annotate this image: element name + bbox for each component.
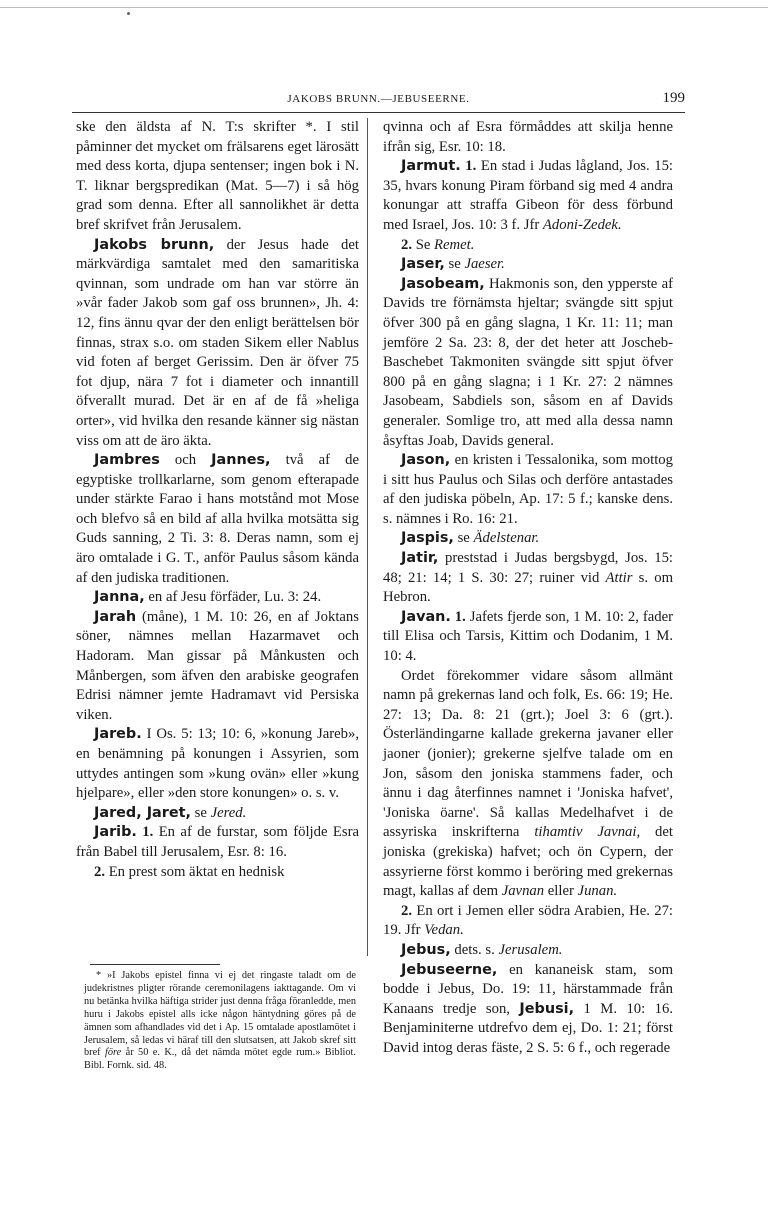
headword: Jakobs brunn,	[94, 236, 215, 253]
headword: Jaspis,	[401, 530, 454, 547]
entry-jambres-jannes: Jambres och Jannes, två af de egyptiske trollkarlarne, som genom efterapade under stärkte Farao i hans motstånd mot Mose och blefvo så en bild af alla hvilka motsätta sig Guds sanning, 2 Ti. 3: 8. Deras namn, som ej äro omtalade i G. T., anför Paulus såsom kända af den judiska traditionen.	[76, 452, 359, 586]
entry-jatir: Jatir, preststad i Judas bergsbygd, Jos. 15: 48; 21: 14; 1 S. 30: 27; ruiner vid Attir s. om Hebron.	[383, 550, 673, 606]
entry-jarmut: Jarmut. 1. En stad i Judas lågland, Jos. 15: 35, hvars konung Piram förband sig med 4 andra konungar att straffa Gibeon för dess förbund med Israel, Jos. 10: 3 f. Jfr Adoni-Zedek.	[383, 158, 674, 233]
cross-reference: Jered.	[210, 804, 247, 821]
entry-jarah: Jarah (måne), 1 M. 10: 26, en af Joktans söner, nämnes mellan Hazarmavet och Hadoram. Man gissar på Månkusten och Månbergen, som äfven den arabiske geografen Edrisi nämner jemte Hadramavt vid Persiska viken.	[76, 608, 359, 723]
headword: Jebusi,	[519, 1000, 575, 1017]
left-column	[76, 118, 359, 882]
entry-continuation: ske den äldsta af N. T:s skrifter *. I stil påminner det mycket om frälsarens eget lärosätt med dess korta, djupa sentenser; ingen bok i N. T. liknar bergspredikan (Mat. 5—7) i så hög grad som denna. Efter all sannolikhet är detta bref skrifvet från Jerusalem.	[76, 119, 359, 233]
entry-jaser: Jaser, se Jaeser.	[401, 256, 505, 273]
headword: Janna,	[94, 589, 145, 606]
entry-jared: Jared, Jaret, se Jered.	[94, 804, 247, 821]
headword: Jambres	[94, 452, 160, 469]
entry-jaspis: Jaspis, se Ädelstenar.	[401, 530, 540, 547]
entry-jareb: Jareb. I Os. 5: 13; 10: 6, »konung Jareb», en benämning på konungen i Assyrien, som uttydes antingen som »kung ovän» eller »kung hjelpare», eller »den store konungen» o. s. v.	[76, 726, 359, 802]
ink-speck	[127, 12, 130, 15]
entry-javan-2: 2. En ort i Jemen eller södra Arabien, He. 27: 19. Jfr Vedan.	[383, 902, 673, 939]
entry-janna: Janna, en af Jesu förfäder, Lu. 3: 24.	[94, 589, 322, 606]
headword: Jarmut.	[401, 158, 461, 175]
entry-javan: Javan. 1. Jafets fjerde son, 1 M. 10: 2, fader till Elisa och Tarsis, Kittim och Dodanim, 1 M. 10: 4.	[383, 608, 674, 665]
column-divider	[367, 118, 368, 956]
cross-reference: Jerusalem.	[498, 941, 563, 958]
headword: Jatir,	[401, 550, 439, 567]
headword: Jarah	[94, 608, 137, 625]
entry-jebuseerne: Jebuseerne, en kananeisk stam, som bodde i Jebus, Do. 19: 11, härstammade från Kanaans tredje son, Jebusi, 1 M. 10: 16. Benjaminiterne utdrefvo dem ej, Do. 1: 21; först David intog deras fäste, 2 S. 5: 6 f., och regerade	[383, 961, 674, 1056]
running-title: JAKOBS BRUNN.—JEBUSEERNE.	[287, 93, 470, 105]
entry-jarib-2: 2. En prest som äktat en hednisk	[94, 863, 285, 880]
entry-jakobs-brunn: Jakobs brunn, der Jesus hade det märkvärdiga samtalet med den samaritiska qvinnan, som undrade om han var större än »vår fader Jakob som gaf oss brunnen», Jh. 4: 12, fins ännu qvar der den enligt berättelsen bör finnas, strax s.o. om staden Sikem eller Nablus vid foten af berget Gerissim. Den är öfver 75 fot djup, nära 7 fot i diameter och innantill öfverallt murad. Det är en af de få »heliga orter», vid hvilka den resande känner sig nästan viss om att de äro äkta.	[76, 236, 359, 449]
headword: Jarib.	[94, 824, 137, 841]
entry-jason: Jason, en kristen i Tessalonika, som mottog i sitt hus Paulus och Silas och derföre antastades af den judiska pöbeln, Ap. 17: 5 f.; kanske dens. s. nämnes i Ro. 16: 21.	[383, 452, 673, 527]
cross-reference: Jaeser.	[464, 256, 505, 273]
headword: Jannes,	[211, 452, 271, 469]
footnote-rule	[90, 964, 220, 965]
headword: Jebus,	[401, 941, 451, 958]
footnote: * »I Jakobs epistel finna vi ej det ringaste taladt om de judekristnes pligter rörande ceremonilagens iakttagande. Om vi nu betänka hvilka häftiga strider just denna fråga föranledde, men huru i Jakobs epistel alls icke någon häntydning göres på de ämnen som afhandlades vid det i Ap. 15 omtalade apostlamötet i Jerusalem, så ledas vi häraf till den slutsatsen, att Jakob skref sitt bref före år 50 e. K., då det nämda mötet egde rum.» Bibliot. Bibl. Fornk. sid. 48.	[84, 970, 356, 1072]
cross-reference: Adoni-Zedek.	[542, 216, 622, 233]
entry-continuation: qvinna och af Esra förmåddes att skilja henne ifrån sig, Esr. 10: 18.	[383, 119, 673, 155]
entry-jarib: Jarib. 1. En af de furstar, som följde Esra från Babel till Jerusalem, Esr. 8: 16.	[76, 824, 359, 860]
page-number: 199	[662, 90, 685, 106]
entry-jasobeam: Jasobeam, Hakmonis son, den ypperste af Davids tre förnämsta hjeltar; svängde sitt spjut öfver 300 på en gång slagna, 1 Kr. 11: 11; man jemföre 2 Sa. 23: 8, der det heter att Joscheb-Baschebet Takmoniten svängde sitt spjut öfver 800 på en gång slagna; i 1 Kr. 27: 2 nämnes Jasobeam, Sabdiels son, såsom en af Davids generaler. Somlige tro, att med alla dessa namn åsyftas Joab, Davids general.	[383, 275, 673, 449]
headword: Javan.	[401, 608, 451, 625]
headword: Jasobeam,	[401, 275, 485, 292]
header-rule	[72, 112, 685, 113]
headword: Jared, Jaret,	[94, 804, 191, 821]
entry-jebus: Jebus, dets. s. Jerusalem.	[401, 941, 563, 958]
right-column	[383, 118, 673, 1059]
entry-javan-text: Ordet förekommer vidare såsom allmänt namn på grekernas land och folk, Es. 66: 19; He. 27: 13; Da. 8: 21 (grt.); Joel 3: 6 (grt.). Österländingarne kallade grekerna javaner eller jaoner (jonier); grekerne sjelfve talade om en Jon, såsom den joniska stammens fader, och ännu i dag återfinnes namnet i 'Joniska hafvet', 'Joniska öarne'. Så kallas Medelhafvet i de assyriska inskrifterna tihamtiv Javnai, det joniska (grekiska) hafvet; och ön Cypern, der assyrierne först kommo i beröring med grekernas magt, kallas af dem Javnan eller Junan.	[383, 667, 673, 900]
headword: Jaser,	[401, 256, 445, 273]
top-edge-rule	[0, 7, 768, 8]
entry-jarmut-2: 2. Se Remet.	[401, 236, 475, 253]
running-head	[72, 90, 685, 108]
headword: Jason,	[401, 452, 451, 469]
headword: Jareb.	[94, 726, 142, 743]
cross-reference: Ädelstenar.	[473, 530, 540, 547]
headword: Jebuseerne,	[401, 961, 498, 978]
cross-reference: Vedan.	[424, 922, 464, 939]
cross-reference: Remet.	[434, 236, 475, 253]
